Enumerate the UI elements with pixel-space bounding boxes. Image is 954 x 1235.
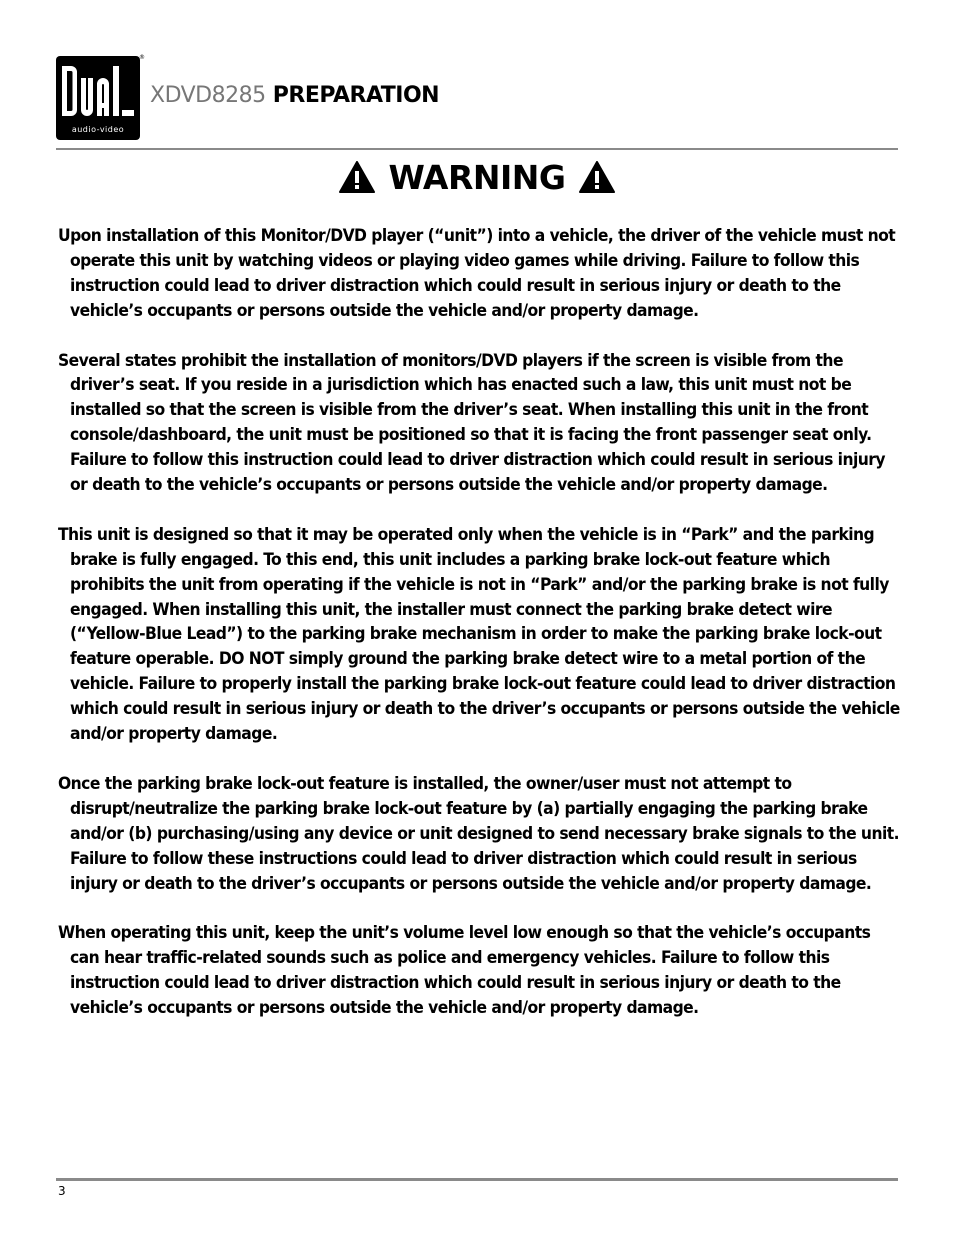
- model-number: XDVD8285: [150, 83, 266, 108]
- footer-divider: [56, 1178, 898, 1181]
- paragraph-driver-operation: Upon installation of this Monitor/DVD player (“unit”) into a vehicle, the driver of the vehicle must not operate this unit by watching videos or playing video games while driving. Failure to follow this instruction could lead to driver distraction which could result in serious injury or death to the vehicle’s occupants or persons outside the vehicle and/or property damage.: [58, 226, 896, 321]
- warning-triangle-icon: [579, 161, 615, 193]
- paragraph-state-laws: Several states prohibit the installation of monitors/DVD players if the screen is visible from the driver’s seat. If you reside in a jurisdiction which has enacted such a law, this unit must not be installed so that the screen is visible from the driver’s seat. When installing this unit in the front console/dashboard, the unit must be positioned so that it is facing the front passenger seat only. Failure to follow this instruction could lead to driver distraction which could result in serious injury or death to the vehicle’s occupants or persons outside the vehicle and/or property damage.: [58, 350, 885, 496]
- warning-title: WARNING: [388, 157, 566, 197]
- paragraph-parking-brake: This unit is designed so that it may be operated only when the vehicle is in “Park” and the parking brake is fully engaged. To this end, this unit includes a parking brake lock-out feature which prohibits the unit from operating if the vehicle is not in “Park” and/or the parking brake is not fully engaged. When installing this unit, the installer must connect the parking brake detect wire (“Yellow-Blue Lead”) to the parking brake mechanism in order to make the parking brake lock-out feature operable. DO NOT simply ground the parking brake detect wire to a metal portion of the vehicle. Failure to properly install the parking brake lock-out feature could lead to driver distraction which could result in serious injury or death to the driver’s occupants or persons outside the vehicle and/or property damage.: [58, 524, 900, 745]
- page-header: [150, 83, 439, 108]
- warning-heading: [0, 157, 954, 197]
- paragraph-lockout-tampering: Once the parking brake lock-out feature is installed, the owner/user must not attempt to disrupt/neutralize the parking brake lock-out feature by (a) partially engaging the parking brake and/or (b) purchasing/using any device or unit designed to send necessary brake signals to the unit. Failure to follow these instructions could lead to driver distraction which could result in serious injury or death to the driver’s occupants or persons outside the vehicle and/or property damage.: [58, 773, 899, 894]
- logo-tagline: audio-video: [71, 125, 125, 134]
- warning-body: [58, 224, 900, 1046]
- page-number: 3: [58, 1184, 66, 1198]
- brand-logo: [56, 56, 140, 140]
- warning-triangle-icon: [339, 161, 375, 193]
- registered-mark: ®: [139, 54, 145, 61]
- section-title: PREPARATION: [272, 83, 440, 108]
- header-divider: [56, 148, 898, 150]
- paragraph-volume-level: When operating this unit, keep the unit’s volume level low enough so that the vehicle’s occupants can hear traffic-related sounds such as police and emergency vehicles. Failure to follow this instruction could lead to driver distraction which could result in serious injury or death to the vehicle’s occupants or persons outside the vehicle and/or property damage.: [58, 923, 871, 1019]
